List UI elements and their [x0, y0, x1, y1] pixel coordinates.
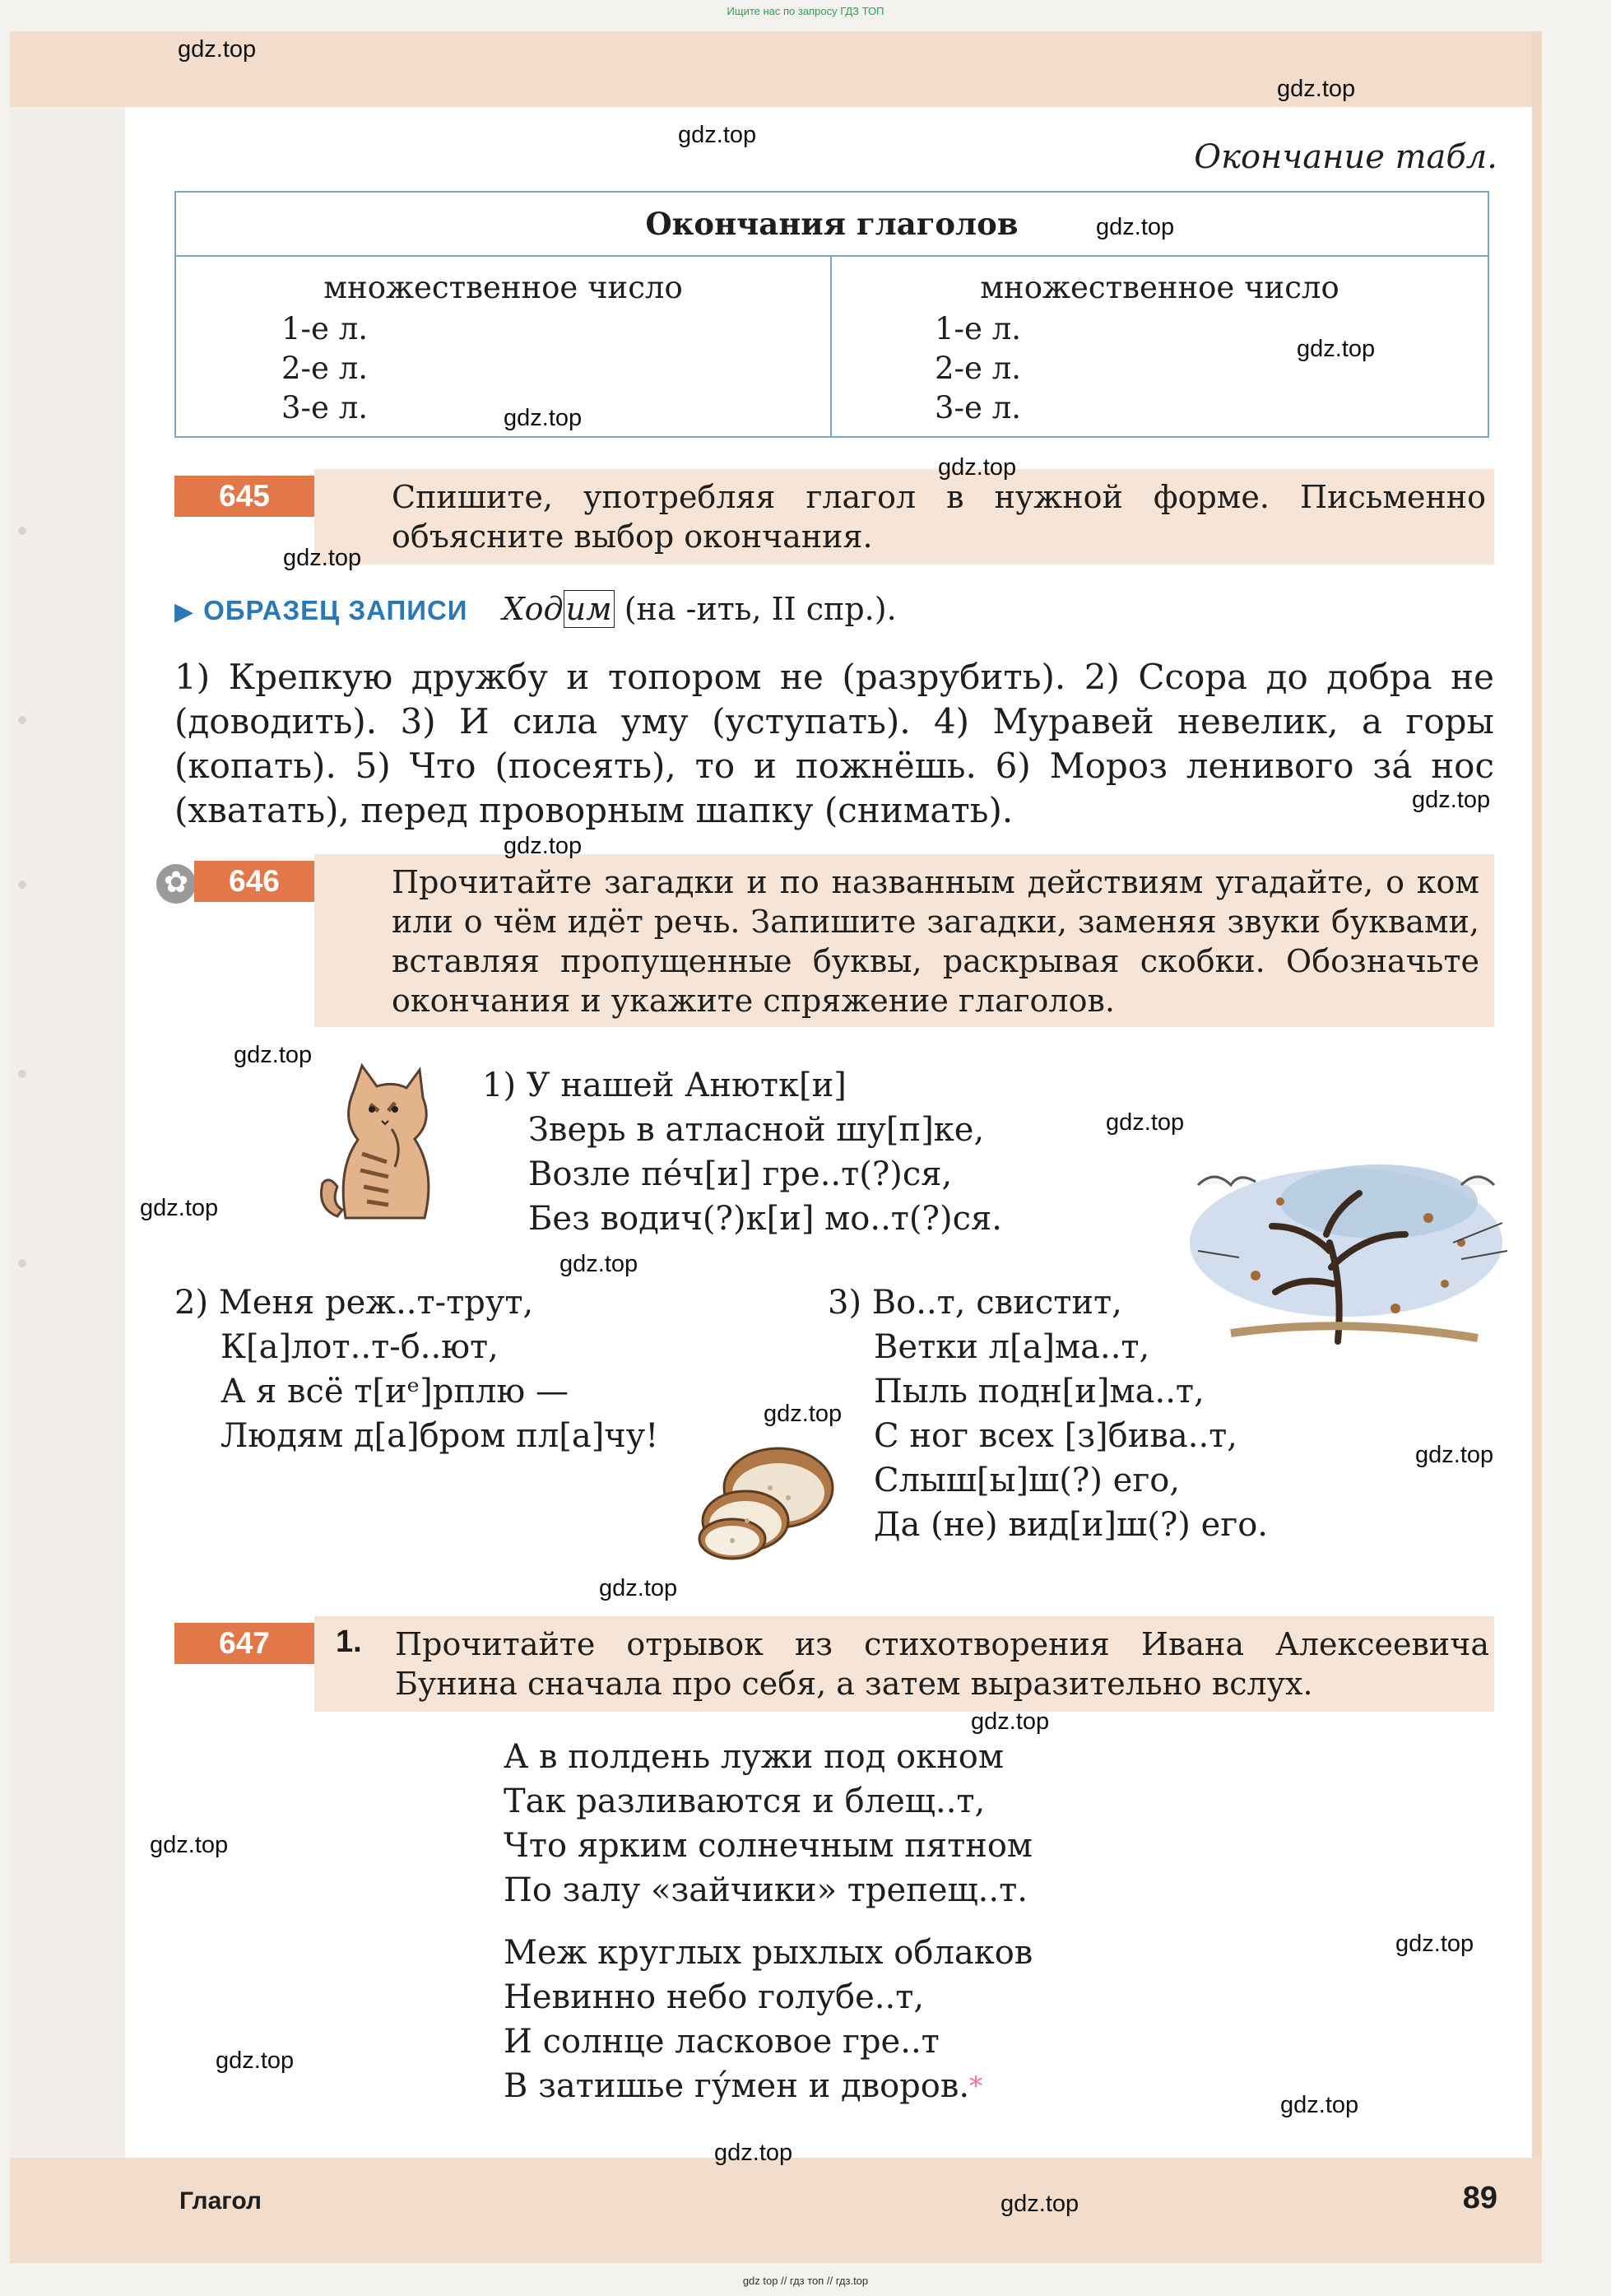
task-645: Спишите, употребляя глагол в нужной форме. Письменно объясните выбор окончания.: [392, 479, 1486, 555]
watermark: gdz.top: [559, 1251, 638, 1277]
verse-line: А в полдень лужи под окном: [504, 1738, 1004, 1776]
verse-line: С ног всех [з]бива..т,: [874, 1417, 1238, 1455]
exercise-number-646: 646: [194, 861, 314, 902]
person-label: 2-е л.: [935, 351, 1021, 386]
verb-endings-table: [174, 191, 1489, 438]
watermark: gdz.top: [1280, 2092, 1359, 2118]
verse-line: Невинно небо голубе..т,: [504, 1978, 925, 2016]
person-label: 3-е л.: [281, 390, 368, 425]
column-title: множественное число: [323, 270, 683, 305]
poem-stanza-1: [504, 1735, 1033, 1913]
verse-line: 3) Во..т, свистит,: [828, 1284, 1122, 1322]
task-646: Прочитайте загадки и по названным действиям угадайте, о ком или о чём идёт речь. Запишите загадки, заменяя звуки буквами, вставляя пропущенные буквы, раскрывая скобки. Обозначьте окончания и укажите спряжение глаголов.: [392, 864, 1479, 1019]
watermark: gdz.top: [1297, 336, 1376, 362]
column-items: [281, 309, 368, 428]
verse-line: 1) У нашей Анютк[и]: [482, 1067, 847, 1104]
right-band: [1532, 31, 1542, 2263]
watermark: gdz.top: [1415, 1442, 1494, 1468]
sample-ending: им: [564, 590, 615, 628]
verse-line: Возле пе́ч[и] гре..т(?)ся,: [528, 1155, 953, 1193]
watermark: gdz.top: [678, 122, 757, 148]
triangle-arrow-icon: ▶: [174, 597, 194, 626]
binding-hole: [18, 527, 26, 535]
sample-word: Ход: [502, 591, 564, 627]
verse-line: Да (не) вид[и]ш(?) его.: [874, 1506, 1269, 1544]
page-number: 89: [1462, 2181, 1497, 2215]
verse-line: Людям д[а]бром пл[а]чу!: [221, 1417, 659, 1455]
verse-line: К[а]лот..т-б..ют,: [221, 1328, 499, 1366]
person-label: 1-е л.: [935, 311, 1021, 346]
verse-line: Слыш[ы]ш(?) его,: [874, 1462, 1181, 1499]
watermark: gdz.top: [938, 454, 1017, 481]
watermark: gdz.top: [1096, 214, 1175, 240]
table-column-2: [832, 255, 1488, 438]
person-label: 1-е л.: [281, 311, 368, 346]
watermark: gdz.top: [599, 1575, 678, 1601]
flower-star-icon: ✿: [156, 864, 196, 904]
table-header: Окончания глаголов: [176, 193, 1488, 257]
watermark: gdz.top: [971, 1708, 1050, 1735]
riddle-3: [828, 1280, 1268, 1547]
verse-line: И солнце ласковое гре..т: [504, 2023, 940, 2061]
verse-line: Так разливаются и блещ..т,: [504, 1782, 986, 1820]
exercise-number-647: 647: [174, 1623, 314, 1664]
verse-text: В затишье гу́мен и дворов.: [504, 2067, 970, 2105]
watermark: gdz.top: [140, 1195, 219, 1221]
binding-hole: [18, 1259, 26, 1267]
riddle-1: [482, 1063, 1002, 1241]
task-647: Прочитайте отрывок из стихотворения Ивана Алексеевича Бунина сначала про себя, а затем выразительно вслух.: [395, 1626, 1489, 1702]
watermark: gdz.top: [1395, 1931, 1474, 1957]
verse-line: А я всё т[иᵉ]рплю —: [221, 1373, 569, 1411]
binding-hole: [18, 716, 26, 724]
binding-hole: [18, 1070, 26, 1078]
proverbs-text: 1) Крепкую дружбу и топором не (разрубить). 2) Ссора до добра не (доводить). 3) И сила уму (уступать). 4) Муравей невелик, а горы (копать). 5) Что (посеять), то и пожнёшь. 6) Мороз ленивого за́ нос (хватать), перед проворным шапку (снимать).: [174, 657, 1494, 830]
watermark: gdz.top: [714, 2140, 793, 2166]
watermark: gdz.top: [216, 2047, 295, 2074]
riddle-2: [174, 1280, 658, 1458]
column-items: [935, 309, 1021, 428]
verse-line: Без водич(?)к[и] мо..т(?)ся.: [528, 1200, 1002, 1238]
watermark: gdz.top: [150, 1832, 229, 1858]
left-margin: [10, 107, 125, 2263]
sample-note: (на -ить, II спр.).: [624, 591, 897, 627]
verse-line: Меж круглых рыхлых облаков: [504, 1934, 1033, 1972]
verse-line: 2) Меня реж..т-трут,: [174, 1284, 534, 1322]
footnote-asterisk: *: [969, 2071, 983, 2102]
kitten-illustration: [313, 1055, 436, 1236]
watermark: gdz.top: [1000, 2191, 1079, 2217]
verse-line: Зверь в атласной шу[п]ке,: [528, 1111, 985, 1149]
binding-hole: [18, 881, 26, 889]
watermark: gdz.top: [283, 545, 362, 571]
verse-line: Что ярким солнечным пятном: [504, 1827, 1033, 1865]
sample-line: [174, 591, 897, 627]
watermark: gdz.top: [234, 1042, 313, 1068]
watermark: gdz.top: [1106, 1109, 1185, 1136]
poem-stanza-2: [504, 1931, 1033, 2108]
watermark: gdz.top: [504, 405, 583, 431]
chapter-title: Глагол: [179, 2187, 262, 2215]
footer-note: gdz top // гдз топ // гдз.top: [742, 2275, 869, 2287]
table-caption: Окончание табл.: [1194, 138, 1497, 176]
column-title: множественное число: [980, 270, 1339, 305]
verse-line: Ветки л[а]ма..т,: [874, 1328, 1150, 1366]
watermark: gdz.top: [1412, 787, 1491, 813]
watermark: gdz.top: [1277, 76, 1356, 102]
verse-line: По залу «зайчики» трепещ..т.: [504, 1871, 1028, 1909]
person-label: 3-е л.: [935, 390, 1021, 425]
task-647-number: 1.: [336, 1624, 362, 1659]
exercise-number-645: 645: [174, 476, 314, 517]
verse-line: [504, 2064, 1033, 2108]
person-label: 2-е л.: [281, 351, 368, 386]
watermark: gdz.top: [504, 833, 583, 859]
sample-label: ОБРАЗЕЦ ЗАПИСИ: [203, 595, 468, 625]
bread-loaf-illustration: [696, 1438, 836, 1562]
watermark: gdz.top: [764, 1401, 843, 1427]
verse-line: Пыль подн[и]ма..т,: [874, 1373, 1205, 1411]
header-note: Ищите нас по запросу ГДЗ ТОП: [727, 5, 884, 17]
watermark: gdz.top: [178, 36, 257, 63]
